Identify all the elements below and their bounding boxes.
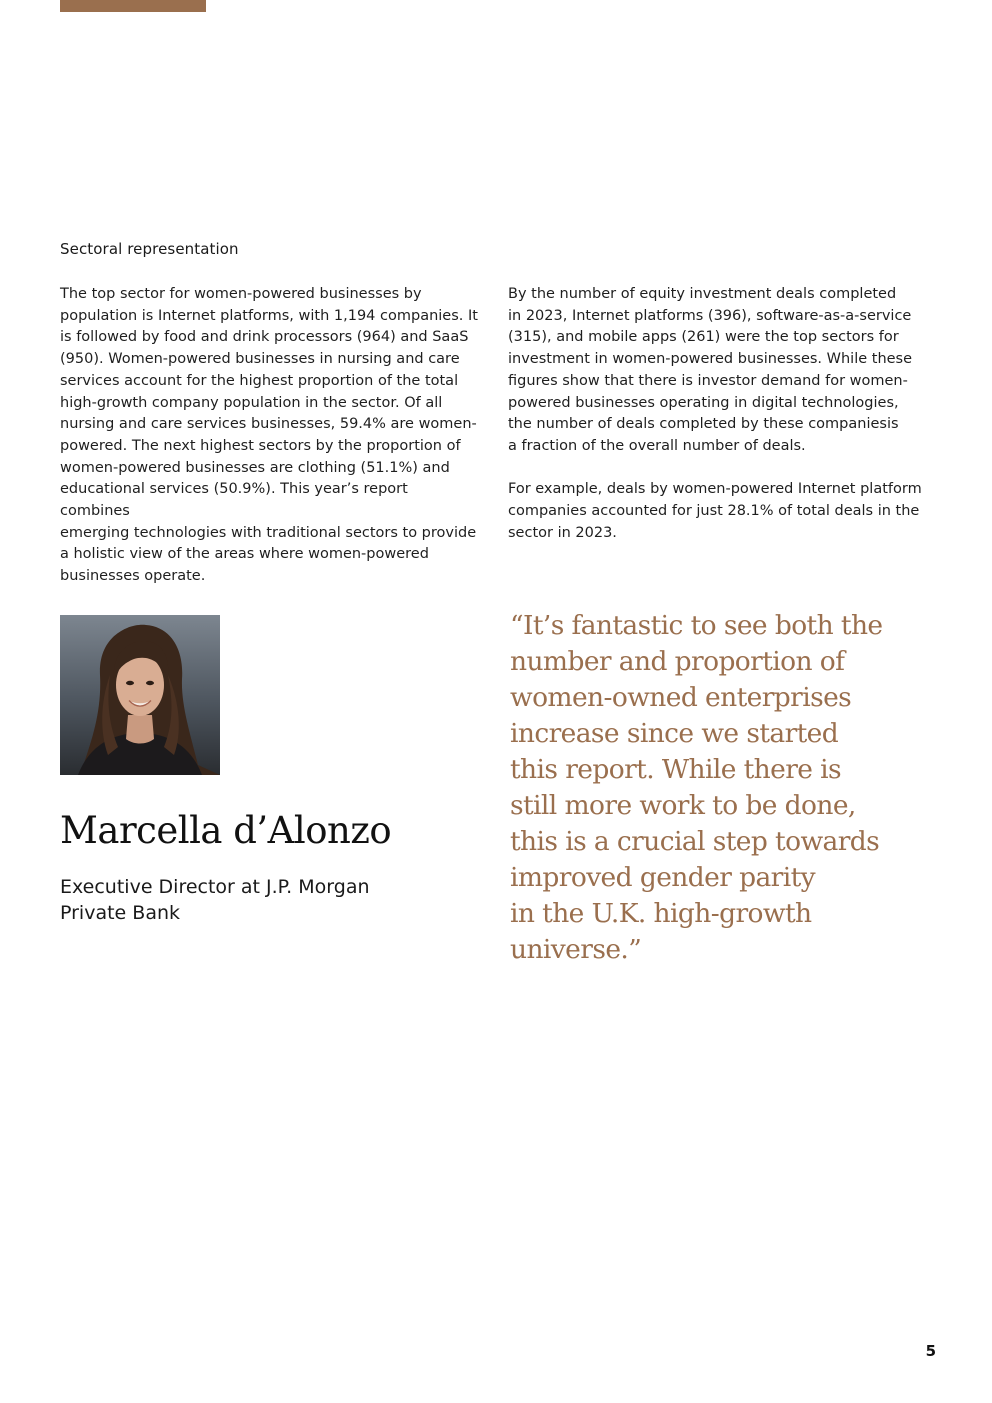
person-name: Marcella d’Alonzo	[60, 809, 392, 852]
page-number: 5	[925, 1342, 936, 1360]
portrait-photo	[60, 615, 220, 775]
right-paragraph-1: By the number of equity investment deals completed in 2023, Internet platforms (396), software-as-a-service (315), and mobile apps (261) were the top sectors for investment in women-powered businesses. While these figures show that there is investor demand for women- powered businesses operating in digital technologies, the number of deals completed by these companiesis a fraction of the overall number of deals.	[508, 286, 913, 454]
accent-bar	[60, 0, 206, 12]
portrait-illustration	[60, 615, 220, 775]
left-text-column	[60, 284, 480, 588]
right-paragraph-2: For example, deals by women-powered Internet platform companies accounted for just 28.1% of total deals in the sector in 2023.	[508, 481, 922, 541]
section-heading: Sectoral representation	[60, 240, 239, 258]
person-title: Executive Director at J.P. Morgan Private Bank	[60, 876, 370, 924]
pull-quote: “It’s fantastic to see both the number and proportion of women-owned enterprises increase since we started this report. While there is still more work to be done, this is a crucial step towards improved gender parity in the U.K. high-growth universe.”	[510, 610, 883, 965]
right-text-column	[508, 284, 928, 544]
left-paragraph: The top sector for women-powered businesses by population is Internet platforms, with 1,194 companies. It is followed by food and drink processors (964) and SaaS (950). Women-powered businesses in nursing and care services account for the highest proportion of the total high-growth company population in the sector. Of all nursing and care services businesses, 59.4% are women- powered. The next highest sectors by the proportion of women-powered businesses are clothing (51.1%) and educational services (50.9%). This year’s report combines emerging technologies with traditional sectors to provide a holistic view of the areas where women-powered businesses operate.	[60, 286, 478, 585]
